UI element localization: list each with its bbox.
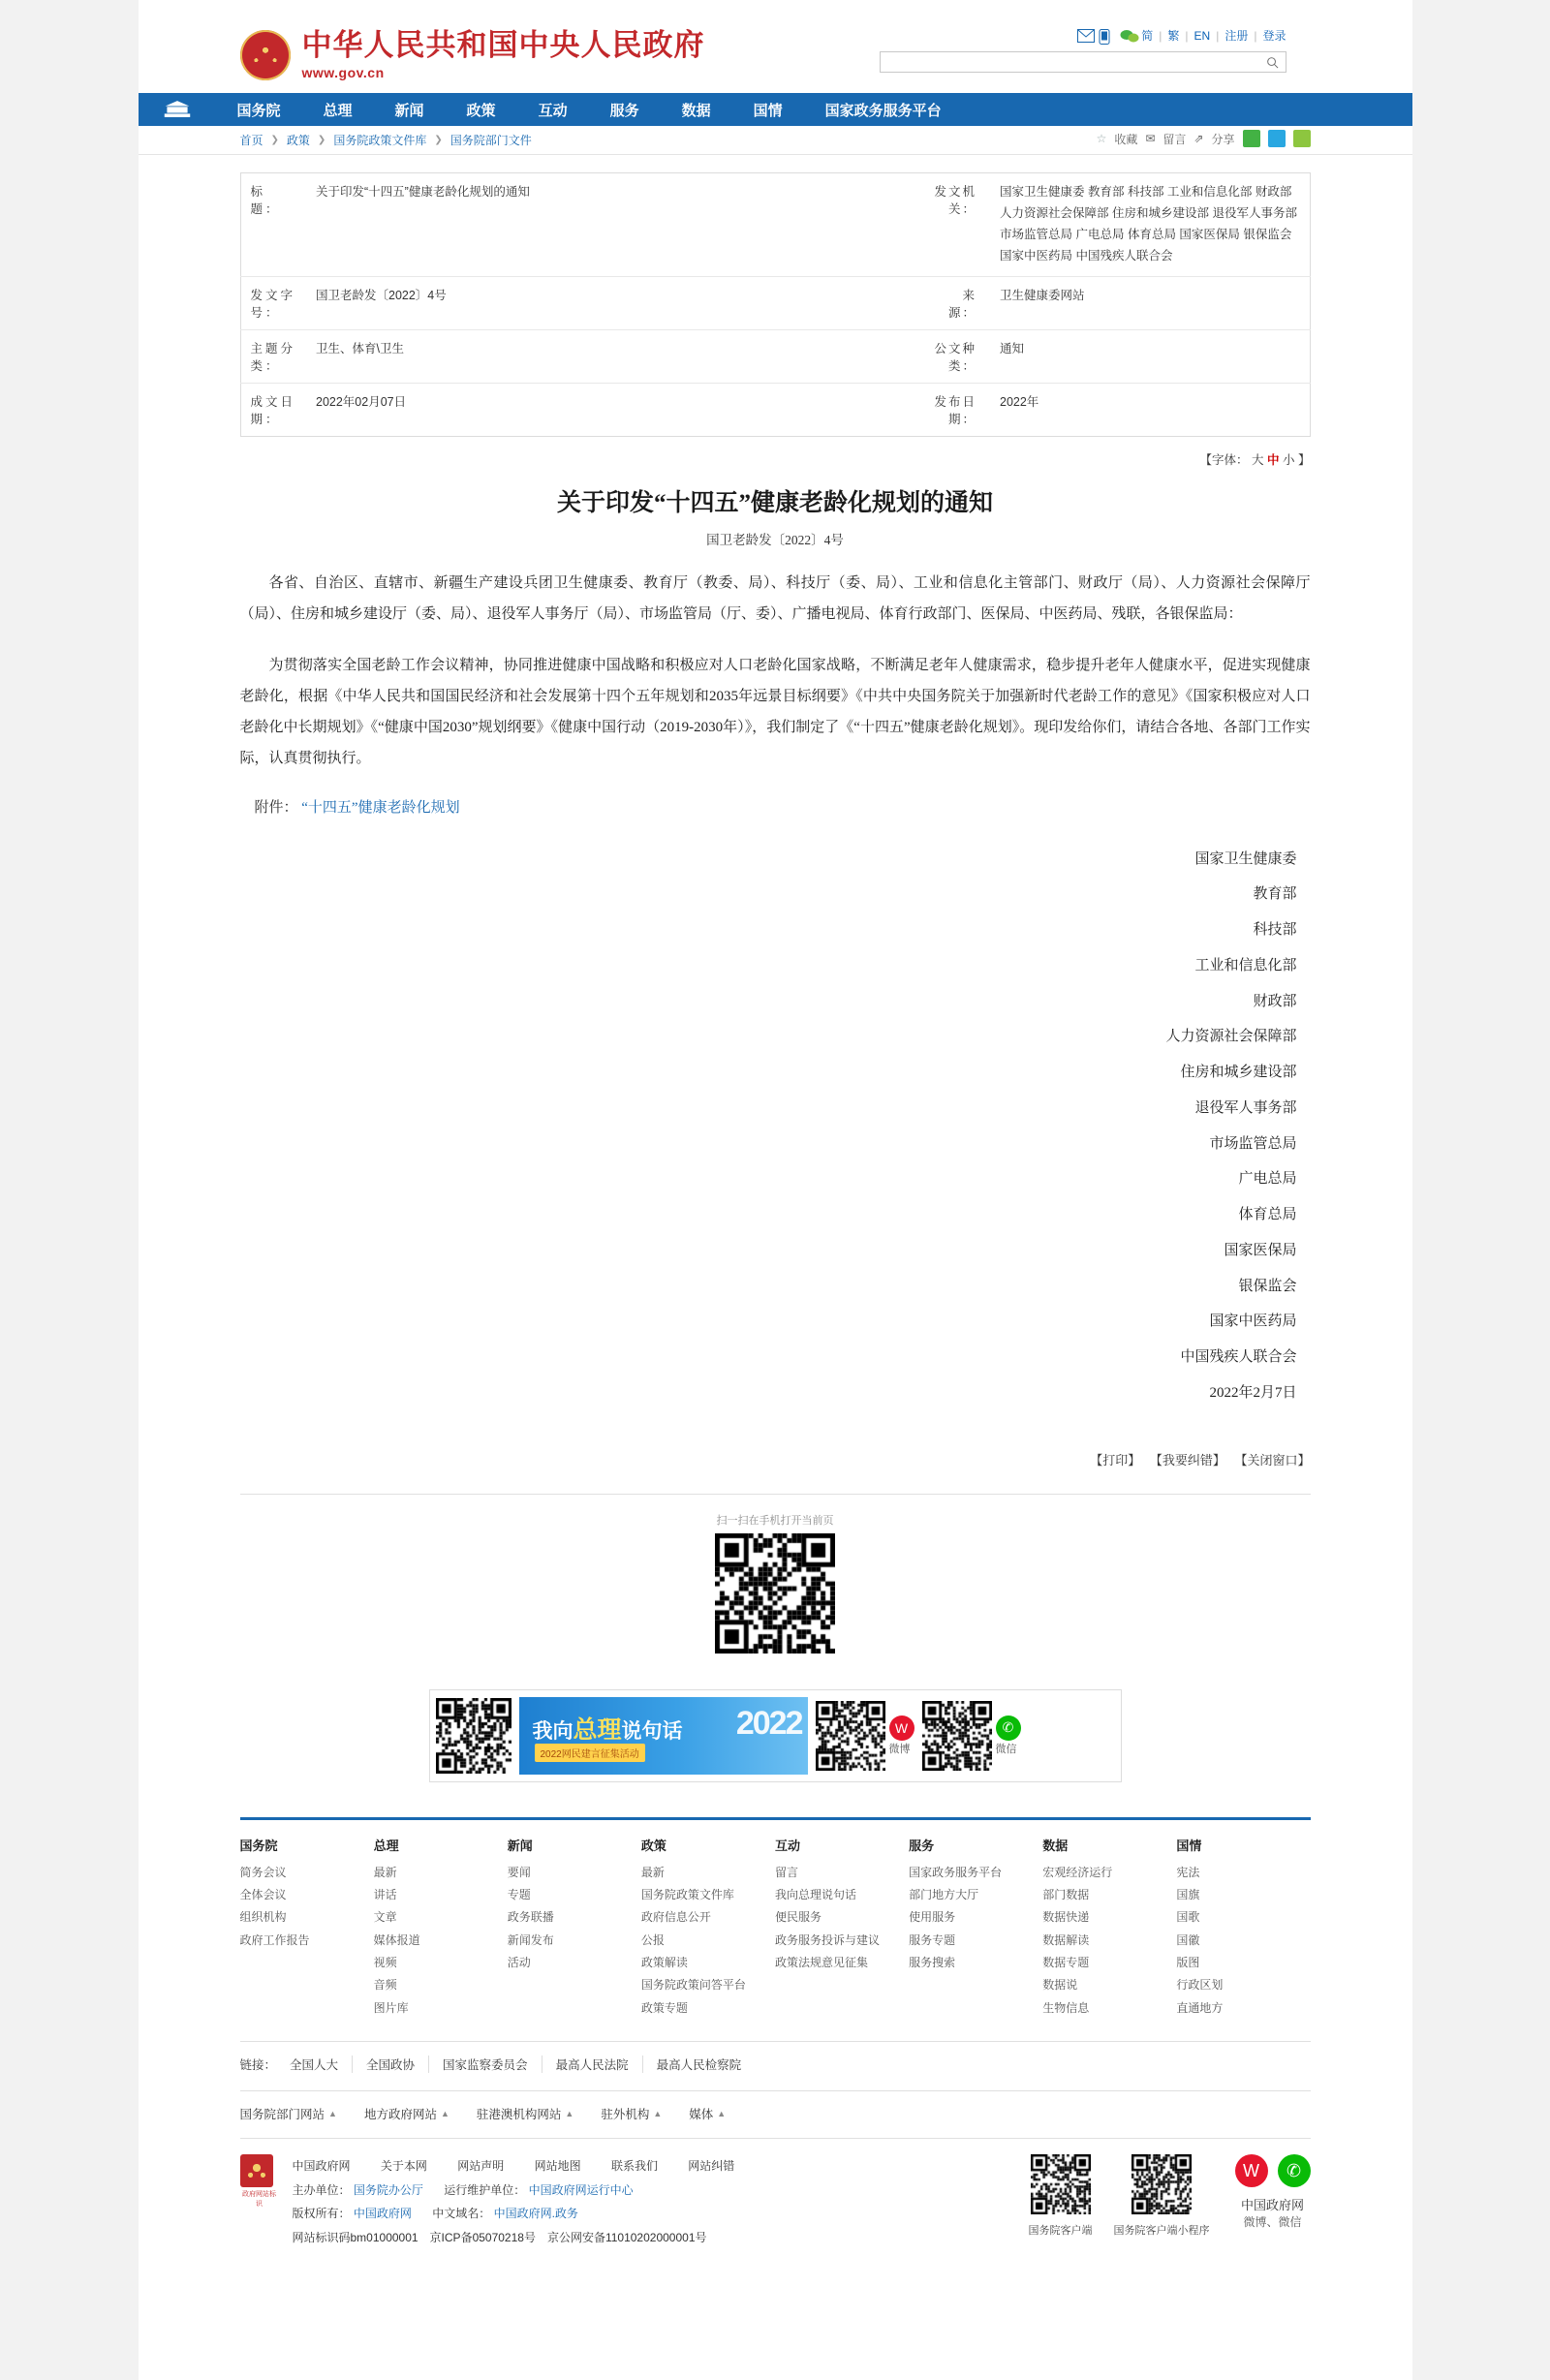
footer-qr-mini-code[interactable] [1132, 2154, 1192, 2214]
footer-nav-column-title: 新闻 [507, 1838, 533, 1853]
promo-qr-weibo[interactable] [816, 1701, 885, 1771]
qq-share-icon[interactable] [1293, 130, 1311, 147]
nav-item-guoqing[interactable]: 国情 [753, 102, 783, 119]
page-tools [139, 1411, 1412, 1468]
domain-value[interactable]: 中国政府网.政务 [493, 2207, 578, 2221]
sitegroup-label: 媒体 [689, 2108, 714, 2122]
footer-nav-link[interactable]: 政府工作报告 [239, 1932, 310, 1947]
chevron-up-icon: ▲ [565, 2109, 574, 2119]
footer-nav-column [240, 1836, 374, 2021]
nav-item-shuju[interactable]: 数据 [681, 102, 711, 119]
footer-nav-link[interactable]: 要闻 [507, 1865, 531, 1879]
footer-link-statement[interactable]: 网站声明 [457, 2159, 505, 2174]
signer: 科技部 [1253, 922, 1297, 938]
document-number: 国卫老龄发〔2022〕4号 [706, 533, 844, 547]
banner-line1-pre: 我向 [532, 1718, 574, 1743]
breadcrumb-item-0[interactable]: 首页 [239, 134, 264, 147]
footer-nav-column-title: 服务 [909, 1838, 935, 1853]
footer-nav-column-title: 国情 [1176, 1838, 1202, 1853]
report-error-button[interactable]: 【我要纠错】 [1149, 1452, 1225, 1468]
maintainer-label: 运行维护单位： [444, 2182, 526, 2197]
sitegroup-label: 驻港澳机构网站 [476, 2108, 562, 2122]
footer-nav-link[interactable]: 数据解读 [1042, 1932, 1090, 1947]
host-value[interactable]: 国务院办公厅 [353, 2182, 423, 2197]
paragraph: 各省、自治区、直辖市、新疆生产建设兵团卫生健康委、教育厅（教委、局）、科技厅（委、局）、工业和信息化主管部门、财政厅（局）、人力资源社会保障厅（局）、住房和城乡建设厅（委、局）、退役军人事务厅（局）、市场监管局（厅、委）、广播电视局、体育行政部门、医保局、中医药局、残联，各银保监局： [239, 575, 1311, 623]
weibo-icon[interactable]: W [1235, 2154, 1268, 2187]
sitegroup-media[interactable] [689, 2105, 726, 2122]
footer-nav-link[interactable]: 最新 [640, 1865, 665, 1879]
footer-nav-link[interactable]: 国家政务服务平台 [909, 1865, 1003, 1879]
footer-nav-link[interactable]: 政务联播 [507, 1910, 554, 1925]
host-label: 主办单位： [292, 2182, 351, 2197]
footer-qr-app-code[interactable] [1031, 2154, 1091, 2214]
footer-info-row3 [293, 2202, 1019, 2226]
footer-nav-link[interactable]: 政策解读 [640, 1956, 688, 1970]
quick-links-label: 链接： [239, 2058, 277, 2073]
site-logo[interactable] [240, 29, 705, 80]
footer-info [293, 2154, 1019, 2249]
meta-label-docnumber: 发文字号： [240, 276, 306, 329]
seal-caption: 政府网站标识 [242, 2191, 276, 2209]
footer-qr-app-label: 国务院客户端 [1028, 2225, 1093, 2238]
nav-home-icon[interactable] [139, 93, 216, 126]
footer-nav-link[interactable]: 国务院政策文件库 [640, 1887, 734, 1901]
sitegroup-label: 国务院部门网站 [239, 2108, 326, 2122]
signer: 国家中医药局 [1209, 1314, 1297, 1330]
footer-social [1235, 2154, 1311, 2230]
page [139, 0, 1412, 2380]
footer-nav-link[interactable]: 服务搜索 [909, 1956, 956, 1970]
signed-date: 2022年2月7日 [1209, 1384, 1297, 1401]
font-size-small[interactable]: 小 [1282, 452, 1295, 467]
nav-item-zhengce[interactable]: 政策 [466, 102, 496, 119]
footer-nav-column [775, 1836, 909, 2021]
promo-weixin[interactable] [922, 1701, 1021, 1771]
footer-nav-link[interactable]: 组织机构 [239, 1910, 287, 1925]
footer-nav-link[interactable]: 宪法 [1176, 1865, 1200, 1879]
maintainer-value[interactable]: 中国政府网运行中心 [528, 2182, 634, 2197]
signer: 人力资源社会保障部 [1165, 1029, 1297, 1045]
breadcrumb-item-2[interactable]: 国务院政策文件库 [333, 134, 427, 147]
footer-nav-link[interactable]: 文章 [373, 1910, 397, 1925]
quicklink-cppcc[interactable]: 全国政协 [352, 2055, 428, 2073]
breadcrumb [139, 126, 1412, 155]
font-size-medium[interactable]: 中 [1266, 452, 1280, 467]
meta-row [240, 173, 1310, 277]
attachment-label: 附件： [254, 799, 298, 816]
wechat-icon: ✆ [996, 1715, 1021, 1741]
meta-value-source: 卫生健康委网站 [990, 276, 1310, 329]
promo-strip [429, 1689, 1122, 1782]
attachment-row [240, 796, 1311, 817]
signer: 体育总局 [1238, 1207, 1297, 1222]
footer-link-sitemap[interactable]: 网站地图 [534, 2159, 581, 2174]
footer-social-sub: 微博、微信 [1243, 2215, 1302, 2230]
star-icon[interactable]: ☆ [1096, 132, 1107, 145]
footer-nav [240, 1817, 1311, 2021]
sitegroup-label: 驻外机构 [601, 2108, 650, 2122]
qr-tip: 扫一扫在手机打开当前页 [716, 1514, 834, 1527]
sitegroup-overseas[interactable] [601, 2105, 662, 2122]
page-title: 关于印发“十四五”健康老龄化规划的通知 [556, 489, 993, 516]
weibo-label: 微博 [888, 1743, 911, 1755]
banner-year: 2022 [735, 1704, 802, 1742]
quicklink-procuratorate[interactable]: 最高人民检察院 [642, 2055, 756, 2073]
promo-qr-weixin[interactable] [922, 1701, 992, 1771]
footer-nav-link[interactable]: 国歌 [1176, 1910, 1200, 1925]
paragraph: 为贯彻落实全国老龄工作会议精神，协同推进健康中国战略和积极应对人口老龄化国家战略，不断满足老年人健康需求，稳步提升老年人健康水平，促进实现健康老龄化，根据《中华人民共和国国民经济和社会发展第十四个五年规划和2035年远景目标纲要》《中共中央国务院关于加强新时代老龄工作的意见》《国家积极应对人口老龄化中长期规划》《“健康中国2030”规划纲要》《健康中国行动（2019-2030年）》，我们制定了《“十四五”健康老龄化规划》。现印发给你们，请结合各地、各部门工作实际，认真贯彻执行。 [239, 657, 1311, 767]
footer-nav-link[interactable]: 全体会议 [239, 1887, 287, 1901]
meta-label-title: 标 题： [240, 173, 306, 277]
font-size-switch [139, 437, 1412, 468]
page-qr-code [715, 1533, 835, 1654]
search-box[interactable] [880, 51, 1286, 73]
footer-nav-column-title: 数据 [1042, 1838, 1069, 1853]
signer: 财政部 [1253, 993, 1297, 1009]
footer-nav-link[interactable]: 服务专题 [909, 1932, 956, 1947]
wechat-icon[interactable]: ✆ [1278, 2154, 1311, 2187]
share-icon[interactable]: ⇗ [1194, 132, 1204, 145]
register-link[interactable]: 注册 [1224, 29, 1249, 43]
share-label[interactable]: 分享 [1211, 132, 1235, 146]
footer-nav-column [641, 1836, 775, 2021]
footer-nav-link[interactable]: 简务会议 [239, 1865, 287, 1879]
footer-link-about[interactable]: 关于本网 [380, 2159, 427, 2174]
meta-row [240, 276, 1310, 329]
meta-value-doctype: 通知 [990, 329, 1310, 383]
signer: 国家医保局 [1224, 1242, 1297, 1258]
article [139, 468, 1412, 1411]
footer-nav-link[interactable]: 直通地方 [1176, 2000, 1224, 2015]
nav-item-guowuyuan[interactable]: 国务院 [236, 102, 281, 119]
font-switch-suffix: 】 [1297, 452, 1311, 467]
lang-simplified[interactable]: 简 [1141, 29, 1154, 43]
lang-english[interactable]: EN [1194, 28, 1211, 43]
footer-nav-link[interactable]: 政府信息公开 [640, 1910, 711, 1925]
weibo-icon: W [889, 1715, 914, 1741]
meta-row [240, 383, 1310, 436]
signers [240, 842, 1311, 1411]
signer: 住房和城乡建设部 [1180, 1065, 1297, 1080]
footer-nav-link[interactable]: 国务院政策问答平台 [640, 1978, 746, 1993]
copyright-value[interactable]: 中国政府网 [353, 2207, 412, 2221]
wechat-share-icon[interactable] [1243, 130, 1260, 147]
header-top-links: 简 | 繁 | EN | 注册 | 登录 [880, 27, 1286, 44]
chevron-up-icon: ▲ [328, 2109, 337, 2119]
login-link[interactable]: 登录 [1262, 29, 1286, 43]
footer-nav-link[interactable]: 数据专题 [1042, 1956, 1090, 1970]
message-icon[interactable]: ✉ [1145, 132, 1156, 145]
nav-item-xinwen[interactable]: 新闻 [394, 102, 424, 119]
footer-qr-mini-label: 国务院客户端小程序 [1113, 2225, 1210, 2238]
footer-nav-link[interactable]: 使用服务 [909, 1910, 956, 1925]
copyright-label: 版权所有： [292, 2207, 351, 2221]
quick-links [240, 2041, 1311, 2086]
footer-nav-link[interactable]: 行政区划 [1176, 1978, 1224, 1993]
footer-nav-link[interactable]: 最新 [373, 1865, 397, 1879]
meta-row [240, 329, 1310, 383]
footer-nav-link[interactable]: 国徽 [1176, 1932, 1200, 1947]
nav-item-hudong[interactable]: 互动 [538, 102, 568, 119]
meta-label-doctype: 公文种类： [903, 329, 990, 383]
footer-nav-column [1042, 1836, 1176, 2021]
meta-label-source: 来 源： [903, 276, 990, 329]
footer-nav-link[interactable]: 音频 [373, 1978, 397, 1993]
footer-nav-link[interactable]: 我向总理说句话 [775, 1887, 857, 1901]
quicklink-court[interactable]: 最高人民法院 [542, 2055, 642, 2073]
promo-qr-left[interactable] [436, 1698, 512, 1774]
mail-icon[interactable] [1077, 29, 1093, 43]
font-size-large[interactable]: 大 [1251, 452, 1264, 467]
site-group-selectors [240, 2090, 1311, 2132]
header-utility [880, 27, 1286, 73]
search-icon[interactable] [1260, 52, 1286, 72]
meta-value-writedate: 2022年02月07日 [316, 394, 407, 409]
meta-label-pubdate: 发布日期： [934, 394, 976, 426]
signer: 银保监会 [1238, 1278, 1297, 1294]
footer-social-title: 中国政府网 [1240, 2198, 1304, 2213]
weixin-label: 微信 [995, 1743, 1017, 1755]
quicklink-npc[interactable]: 全国人大 [290, 2058, 339, 2073]
site-header [139, 0, 1412, 93]
footer-info-row2 [293, 2179, 1019, 2203]
chevron-right-icon: ❯ [434, 135, 443, 145]
footer-nav-link[interactable]: 数据快递 [1042, 1910, 1090, 1925]
meta-value-pubdate: 2022年 [1000, 394, 1039, 409]
weibo-share-icon[interactable] [1268, 130, 1286, 147]
banner-line1-post: 说句话 [621, 1718, 683, 1743]
sitegroup-hkmo[interactable] [477, 2105, 574, 2122]
footer-nav-column-title: 互动 [775, 1838, 801, 1853]
breadcrumb-tools [1097, 130, 1311, 147]
chevron-up-icon: ▲ [717, 2109, 727, 2119]
meta-value-title: 关于印发“十四五”健康老龄化规划的通知 [306, 173, 903, 277]
footer-nav-column-title: 国务院 [239, 1838, 278, 1853]
footer-nav-link[interactable]: 部门地方大厅 [909, 1887, 979, 1901]
footer-qr-app[interactable] [1029, 2154, 1093, 2238]
footer-nav-link[interactable]: 公报 [640, 1932, 665, 1947]
footer-nav-column [909, 1836, 1042, 2021]
nav-item-zongli[interactable]: 总理 [323, 102, 353, 119]
signer: 市场监管总局 [1209, 1135, 1297, 1152]
lang-traditional[interactable]: 繁 [1167, 29, 1180, 43]
wechat-icon[interactable] [1120, 29, 1135, 43]
signer: 工业和信息化部 [1194, 957, 1297, 974]
footer-nav-link[interactable]: 新闻发布 [507, 1932, 554, 1947]
sitegroup-departments[interactable] [240, 2105, 337, 2122]
favorite-label[interactable]: 收藏 [1114, 132, 1138, 146]
sitegroup-label: 地方政府网站 [363, 2108, 437, 2122]
chevron-right-icon: ❯ [317, 135, 326, 145]
footer-nav-link[interactable]: 活动 [507, 1956, 531, 1970]
signer: 中国残疾人联合会 [1180, 1349, 1297, 1365]
chevron-right-icon: ❯ [270, 135, 279, 145]
footer-nav-column-title: 总理 [373, 1838, 399, 1853]
footer-nav-column [508, 1836, 641, 2021]
signer: 广电总局 [1238, 1171, 1297, 1188]
close-window-button[interactable]: 【关闭窗口】 [1234, 1452, 1311, 1468]
footer-nav-link[interactable]: 视频 [373, 1956, 397, 1970]
footer-nav-link[interactable]: 政策专题 [640, 2000, 688, 2015]
footer-nav-link[interactable]: 政务服务投诉与建议 [775, 1932, 881, 1947]
breadcrumb-item-3[interactable]: 国务院部门文件 [450, 134, 532, 147]
footer-bottom [240, 2138, 1311, 2278]
national-emblem-icon [240, 30, 291, 80]
breadcrumb-item-1[interactable]: 政策 [286, 134, 310, 147]
footer-link-gov[interactable]: 中国政府网 [292, 2159, 351, 2174]
site-name: 中华人民共和国中央人民政府 [301, 28, 705, 62]
footer-nav-link[interactable]: 专题 [507, 1887, 531, 1901]
footer-info-row4: 网站标识码bm01000001 京ICP备05070218号 京公网安备11010202000001号 [292, 2231, 707, 2245]
signer: 退役军人事务部 [1194, 1099, 1297, 1116]
footer-nav-link[interactable]: 讲话 [373, 1887, 397, 1901]
banner-subtitle: 2022网民建言征集活动 [535, 1744, 645, 1762]
phone-icon[interactable] [1099, 29, 1114, 43]
footer-qr-miniprogram[interactable] [1114, 2154, 1210, 2238]
meta-value-category: 卫生、体育\卫生 [306, 329, 903, 383]
chevron-up-icon: ▲ [440, 2109, 450, 2119]
footer-link-contact[interactable]: 联系我们 [610, 2159, 658, 2174]
footer-nav-link[interactable]: 数据说 [1042, 1978, 1078, 1993]
search-input[interactable] [881, 52, 1260, 72]
meta-label-issuer: 发文机关： [903, 173, 990, 277]
article-body [240, 568, 1311, 775]
promo-weibo[interactable] [816, 1701, 914, 1771]
footer-nav-link[interactable]: 版图 [1176, 1956, 1200, 1970]
footer-nav-column [374, 1836, 508, 2021]
footer-nav-link[interactable]: 图片库 [373, 2000, 409, 2015]
meta-label-category: 主题分类： [240, 329, 306, 383]
site-url: www.gov.cn [301, 65, 385, 81]
footer-nav-link[interactable]: 生物信息 [1042, 2000, 1090, 2015]
footer-nav-link[interactable]: 媒体报道 [373, 1932, 420, 1947]
qr-block [139, 1495, 1412, 1664]
signer: 国家卫生健康委 [1194, 850, 1297, 867]
font-switch-prefix: 【字体： [1199, 452, 1249, 467]
banner-line1-em: 总理 [573, 1716, 622, 1744]
nav-item-fuwu[interactable]: 服务 [609, 102, 639, 119]
domain-label: 中文域名： [432, 2207, 491, 2221]
main-nav [139, 93, 1412, 126]
sitegroup-local[interactable] [364, 2105, 450, 2122]
message-label[interactable]: 留言 [1162, 132, 1187, 146]
quicklink-supervisory[interactable]: 国家监察委员会 [428, 2055, 542, 2073]
seal-emblem-icon [240, 2154, 273, 2187]
footer-link-errata[interactable]: 网站纠错 [688, 2159, 735, 2174]
gov-website-seal [240, 2154, 279, 2209]
nav-item-service-platform[interactable]: 国家政务服务平台 [824, 102, 942, 119]
footer-info-row1 [293, 2154, 1019, 2179]
footer-nav-column [1176, 1836, 1310, 2021]
footer-nav-link[interactable]: 留言 [775, 1865, 799, 1879]
meta-value-docnumber: 国卫老龄发〔2022〕4号 [306, 276, 903, 329]
footer-nav-link[interactable]: 国旗 [1176, 1887, 1200, 1901]
chevron-up-icon: ▲ [653, 2109, 663, 2119]
attachment-link[interactable]: “十四五”健康老龄化规划 [301, 799, 460, 816]
meta-value-issuer: 国家卫生健康委 教育部 科技部 工业和信息化部 财政部 人力资源社会保障部 住房和城乡建设部 退役军人事务部 市场监管总局 广电总局 体育总局 国家医保局 银保监会 国家中医药局 中国残疾人联合会 [990, 173, 1310, 277]
footer-nav-link[interactable]: 便民服务 [775, 1910, 822, 1925]
footer-nav-column-title: 政策 [640, 1838, 666, 1853]
footer-nav-link[interactable]: 部门数据 [1042, 1887, 1090, 1901]
footer-nav-link[interactable]: 政策法规意见征集 [775, 1956, 869, 1970]
footer-qr-group [1029, 2154, 1210, 2238]
print-button[interactable]: 【打印】 [1090, 1452, 1141, 1468]
promo-banner[interactable] [519, 1697, 808, 1775]
footer-nav-link[interactable]: 宏观经济运行 [1042, 1865, 1113, 1879]
meta-label-writedate: 成文日期： [250, 394, 296, 426]
signer: 教育部 [1253, 886, 1297, 903]
document-meta [139, 155, 1412, 437]
